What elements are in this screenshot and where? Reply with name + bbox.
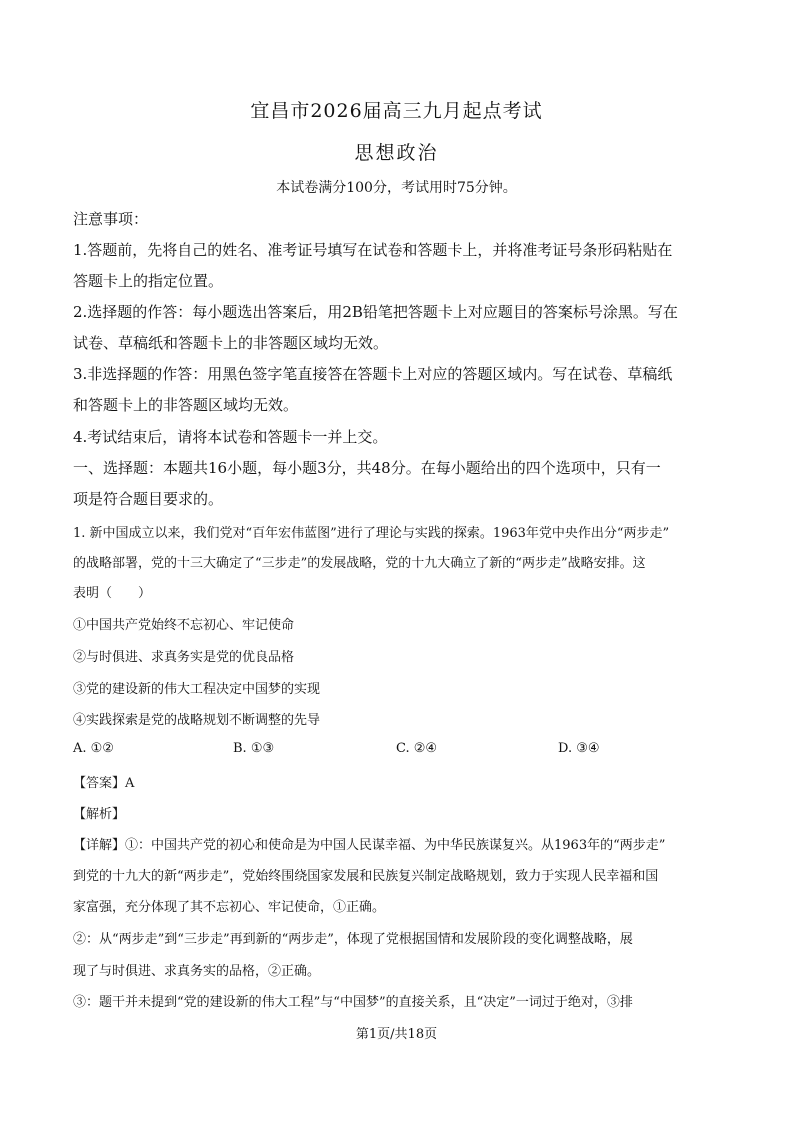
question-stem: 表明（ ） <box>73 586 152 601</box>
question-stem: 1. 新中国成立以来，我们党对“百年宏伟蓝图”进行了理论与实践的探索。1963年党中央作出分“两步走” <box>73 526 670 541</box>
notice-line: 试卷、草稿纸和答题卡上的非答题区域均无效。 <box>73 334 389 352</box>
notice-line: 1.答题前，先将自己的姓名、准考证号填写在试卷和答题卡上，并将准考证号条形码粘贴在 <box>73 241 673 259</box>
question-stem: 的战略部署，党的十三大确定了“三步走”的发展战略，党的十九大确立了新的“两步走”战略安排。这 <box>73 556 646 571</box>
notice-line: 3.非选择题的作答：用黑色签字笔直接答在答题卡上对应的答题区域内。写在试卷、草稿纸 <box>73 365 673 383</box>
statement-item: ①中国共产党始终不忘初心、牢记使命 <box>73 618 295 633</box>
option-d: D. ③④ <box>558 741 600 756</box>
analysis-line: 到党的十九大的新“两步走”，党始终围绕国家发展和民族复兴制定战略规划，致力于实现人民幸福和国 <box>73 869 659 884</box>
exam-title: 宜昌市2026届高三九月起点考试 <box>250 100 543 122</box>
notice-line: 4.考试结束后，请将本试卷和答题卡一并上交。 <box>73 428 388 446</box>
exam-info: 本试卷满分100分，考试用时75分钟。 <box>276 180 517 196</box>
section-heading: 一、选择题：本题共16小题，每小题3分，共48分。在每小题给出的四个选项中，只有一 <box>73 459 661 477</box>
notice-heading: 注意事项： <box>73 210 149 228</box>
notice-line: 答题卡上的指定位置。 <box>73 272 224 290</box>
analysis-line: 家富强，充分体现了其不忘初心、牢记使命，①正确。 <box>73 900 386 915</box>
answer-label: 【答案】A <box>73 776 135 791</box>
section-heading-cont: 项是符合题目要求的。 <box>73 490 224 508</box>
statement-item: ③党的建设新的伟大工程决定中国梦的实现 <box>73 682 321 697</box>
analysis-label: 【解析】 <box>73 807 126 822</box>
option-c: C. ②④ <box>396 741 438 756</box>
analysis-line: 现了与时俱进、求真务实的品格，②正确。 <box>73 964 321 979</box>
statement-item: ②与时俱进、求真务实是党的优良品格 <box>73 650 295 665</box>
statement-item: ④实践探索是党的战略规划不断调整的先导 <box>73 713 321 728</box>
page-number: 第1页/共18页 <box>355 1027 438 1042</box>
analysis-line: ②：从“两步走”到“三步走”再到新的“两步走”，体现了党根据国情和发展阶段的变化调整战略，展 <box>73 932 633 947</box>
subject-title: 思想政治 <box>354 142 439 164</box>
analysis-line: ③：题干并未提到“党的建设新的伟大工程”与“中国梦”的直接关系，且“决定”一词过于绝对，③排 <box>73 995 633 1010</box>
analysis-line: 【详解】①：中国共产党的初心和使命是为中国人民谋幸福、为中华民族谋复兴。从1963年的“两步走” <box>73 838 666 853</box>
option-a: A. ①② <box>73 741 114 756</box>
notice-line: 2.选择题的作答：每小题选出答案后，用2B铅笔把答题卡上对应题目的答案标号涂黑。写在 <box>73 303 678 321</box>
option-b: B. ①③ <box>233 741 275 756</box>
notice-line: 和答题卡上的非答题区域均无效。 <box>73 396 299 414</box>
